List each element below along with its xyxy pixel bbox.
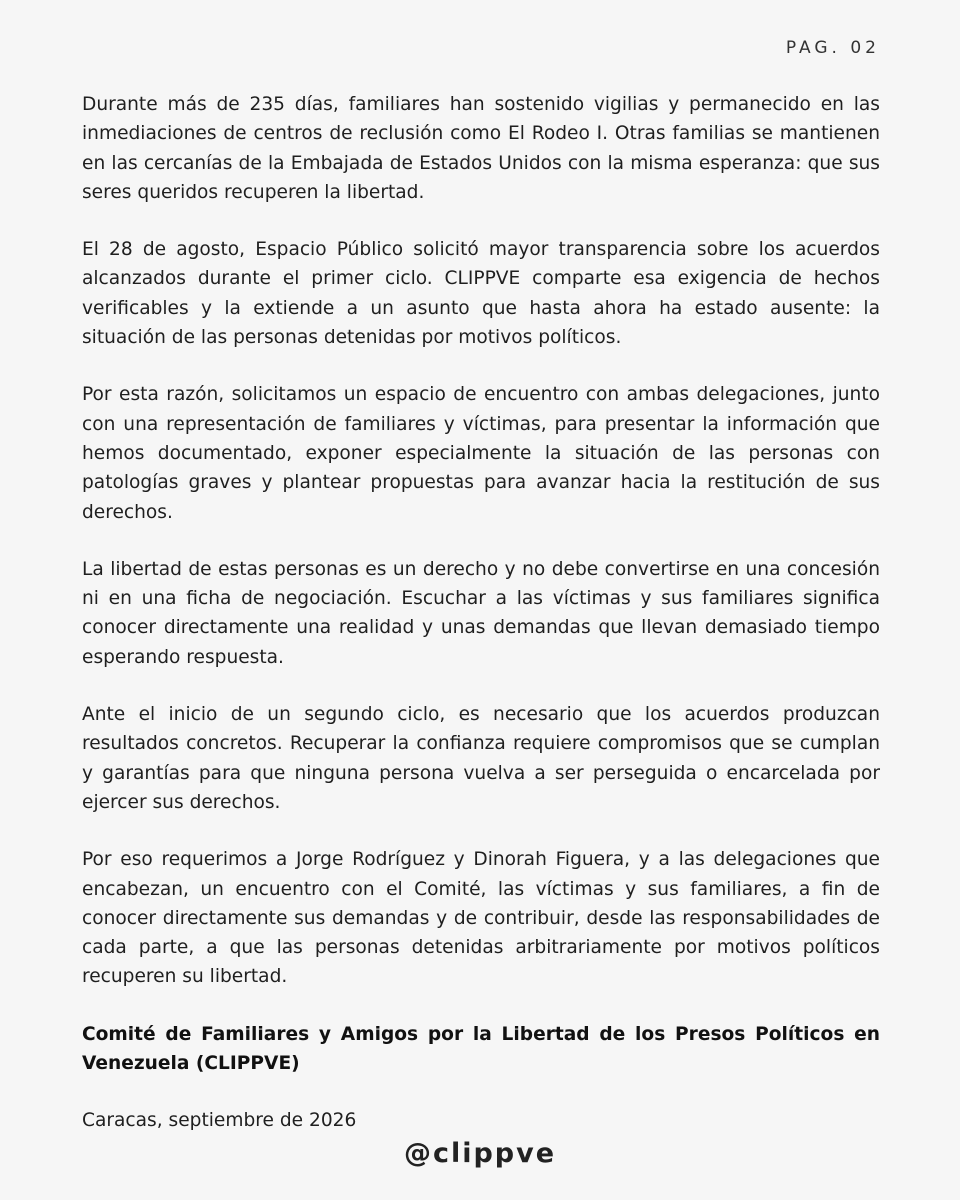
page-number: PAG. 02 [785,38,880,58]
place-date: Caracas, septiembre de 2026 [82,1110,357,1132]
paragraph: El 28 de agosto, Espacio Público solicitó mayor transparencia sobre los acuerdos alcanzados durante el primer ciclo. CLIPPVE comparte esa exigencia de hechos verificables y la extiende a un asunto que hasta ahora ha estado ausente: la situación de las personas detenidas por motivos políticos. [82,239,880,349]
paragraph: Por eso requerimos a Jorge Rodríguez y Dinorah Figuera, y a las delegaciones que encabezan, un encuentro con el Comité, las víctimas y sus familiares, a fin de conocer directamente sus demandas y de contribuir, desde las responsabilidades de cada parte, a que las personas detenidas arbitrariamente por motivos políticos recuperen su libertad. [82,849,880,988]
document-body [82,90,880,1136]
paragraph: Por esta razón, solicitamos un espacio de encuentro con ambas delegaciones, junto con una representación de familiares y víctimas, para presentar la información que hemos documentado, exponer especialmente la situación de las personas con patologías graves y plantear propuestas para avanzar hacia la restitución de sus derechos. [82,384,880,523]
paragraph: La libertad de estas personas es un derecho y no debe convertirse en una concesión ni en una ficha de negociación. Escuchar a las víctimas y sus familiares significa conocer directamente una realidad y unas demandas que llevan demasiado tiempo esperando respuesta. [82,558,880,668]
social-handle: @clippve [403,1138,557,1169]
signature-organization: Comité de Familiares y Amigos por la Libertad de los Presos Políticos en Venezuela (CLIPPVE) [82,1023,880,1075]
paragraph: Ante el inicio de un segundo ciclo, es necesario que los acuerdos produzcan resultados concretos. Recuperar la confianza requiere compromisos que se cumplan y garantías para que ninguna persona vuelva a ser perseguida o encarcelada por ejercer sus derechos. [82,704,880,813]
paragraph: Durante más de 235 días, familiares han sostenido vigilias y permanecido en las inmediaciones de centros de reclusión como El Rodeo I. Otras familias se mantienen en las cercanías de la Embajada de Estados Unidos con la misma esperanza: que sus seres queridos recuperen la libertad. [82,94,880,203]
